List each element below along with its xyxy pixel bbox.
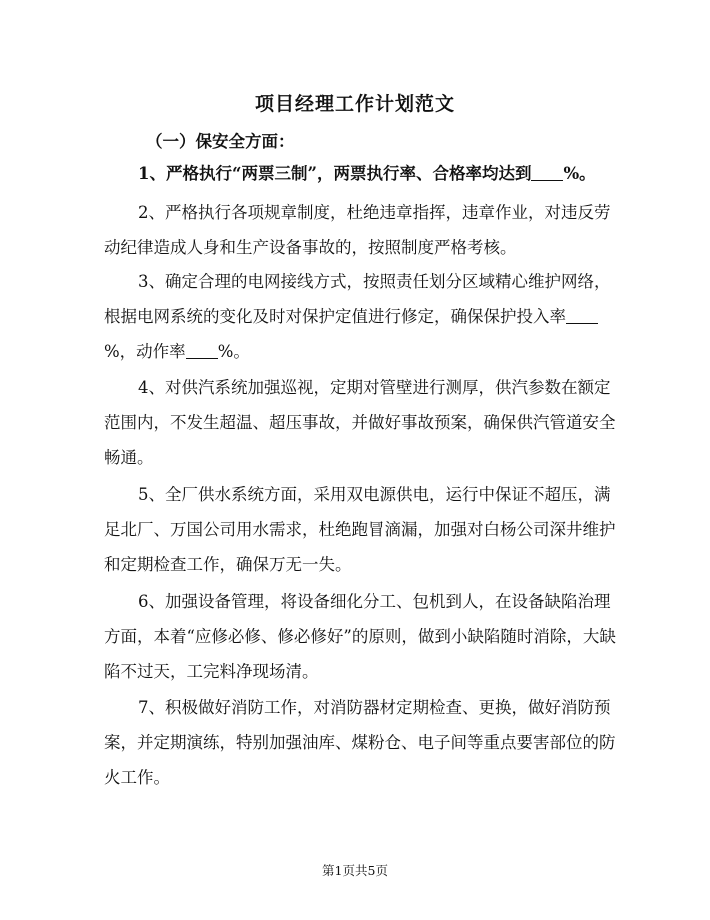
fill-blank	[566, 307, 598, 325]
list-item-4: 4、对供汽系统加强巡视，定期对管壁进行测厚，供汽参数在额定范围内，不发生超温、超压事故，并做好事故预案，确保供汽管道安全畅通。	[104, 378, 616, 467]
fill-blank	[186, 342, 218, 360]
list-item-6: 6、加强设备管理，将设备细化分工、包机到人，在设备缺陷治理方面，本着“应修必修、修必修好”的原则，做到小缺陷随时消除，大缺陷不过天，工完料净现场清。	[104, 592, 616, 681]
document-title: 项目经理工作计划范文	[254, 93, 455, 115]
item-3-suffix: %。	[217, 342, 250, 361]
list-item-7: 7、积极做好消防工作，对消防器材定期检查、更换，做好消防预案，并定期演练，特别加强油库、煤粉仓、电子间等重点要害部位的防火工作。	[104, 698, 616, 787]
section-heading: （一）保安全方面：	[146, 132, 295, 151]
page-number: 第1页共5页	[322, 863, 388, 878]
list-item-5: 5、全厂供水系统方面，采用双电源供电，运行中保证不超压，满足北厂、万国公司用水需求，杜绝跑冒滴漏，加强对白杨公司深井维护和定期检查工作，确保万无一失。	[104, 485, 616, 574]
list-item-1	[104, 156, 620, 191]
item-1-text: 1、严格执行“两票三制”，两票执行率、合格率均达到	[138, 164, 532, 183]
fill-blank	[531, 164, 563, 182]
item-3-middle: %，动作率	[104, 342, 186, 361]
item-1-suffix: %。	[563, 164, 596, 183]
list-item-2: 2、严格执行各项规章制度，杜绝违章指挥，违章作业，对违反劳动纪律造成人身和生产设备事故的，按照制度严格考核。	[104, 203, 611, 257]
item-3-text: 3、确定合理的电网接线方式，按照责任划分区域精心维护网络，根据电网系统的变化及时对保护定值进行修定，确保保护投入率	[104, 272, 611, 326]
list-item-3	[104, 264, 620, 369]
